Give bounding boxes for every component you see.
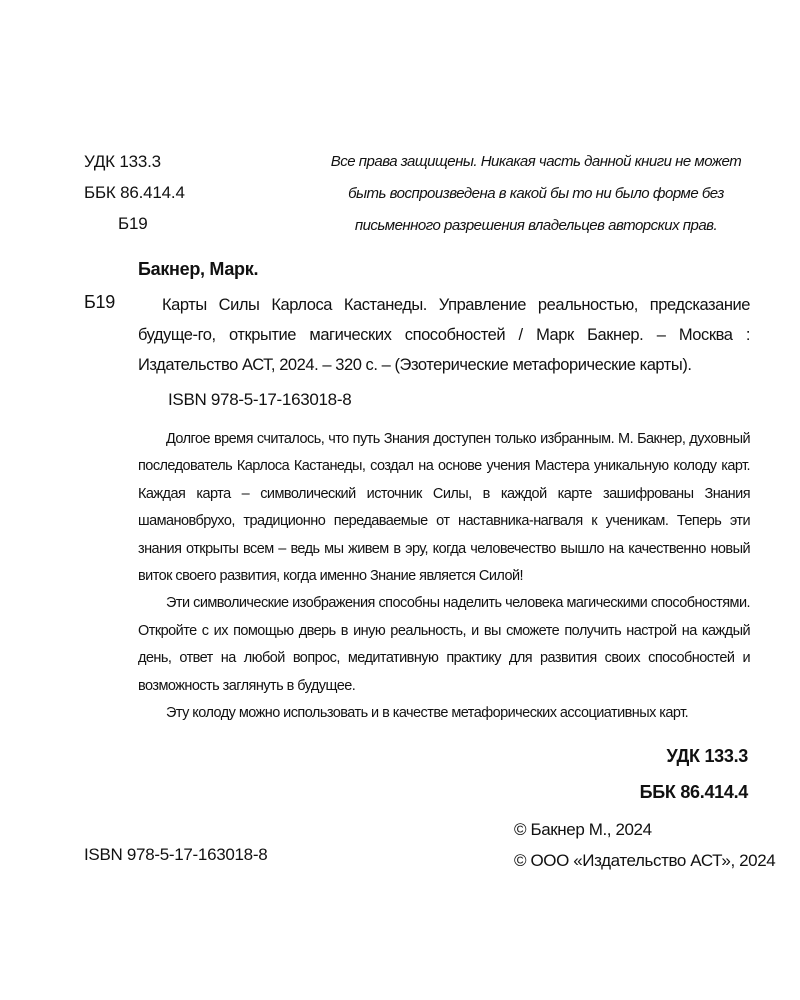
rights-notice: Все права защищены. Никакая часть данной книги не может быть воспроизведена в какой бы то ни было форме без письменного разрешения владельцев авторских прав. (330, 153, 742, 234)
author-mark: Б19 (118, 214, 148, 233)
annotation-paragraph: Эти символические изображения способны наделить человека магическими способностями. Откройте с их помощью дверь в иную реальность, и вы сможете получить настрой на каждый день, ответ на любой вопрос, медитативную практику для развития своих способностей и возможность заглянуть в будущее. (138, 595, 750, 694)
bbk-code-right: ББК 86.414.4 (639, 782, 748, 802)
publisher-copyright: © ООО «Издательство АСТ», 2024 (514, 851, 776, 870)
udk-code-right: УДК 133.3 (666, 746, 748, 766)
annotation-paragraph: Эту колоду можно использовать и в качестве метафорических ассоциативных карт. (166, 705, 689, 722)
author-copyright: © Бакнер М., 2024 (514, 820, 652, 839)
classification-block (84, 146, 185, 239)
bibliographic-description: Карты Силы Карлоса Кастанеды. Управление реальностью, предсказание будуще-го, открытие магических способностей / Марк Бакнер. – Москва : Издательство АСТ, 2024. – 320 с. – (Эзотерические метафорические карты). (138, 296, 750, 374)
bibliographic-code: Б19 (84, 292, 115, 312)
copyright-block (514, 814, 775, 876)
isbn-bottom: ISBN 978-5-17-163018-8 (84, 845, 268, 864)
classification-right (640, 738, 748, 810)
udk-code: УДК 133.3 (84, 152, 161, 171)
isbn-inline: ISBN 978-5-17-163018-8 (168, 390, 352, 409)
author-heading: Бакнер, Марк. (138, 259, 259, 279)
annotation (138, 426, 750, 727)
annotation-paragraph: Долгое время считалось, что путь Знания доступен только избранным. М. Бакнер, духовный последователь Карлоса Кастанеды, создал на основе учения Мастера уникальную колоду карт. Каждая карта – символический источник Силы, в каждой карте зашифрованы Знания шамановбрухо, традиционно передаваемые от наставника-нагваля к ученикам. Теперь эти знания открыты всем – ведь мы живем в эру, когда человечество вышло на качественно новый виток своего развития, когда именно Знание является Силой! (138, 431, 750, 585)
bbk-code: ББК 86.414.4 (84, 183, 185, 202)
